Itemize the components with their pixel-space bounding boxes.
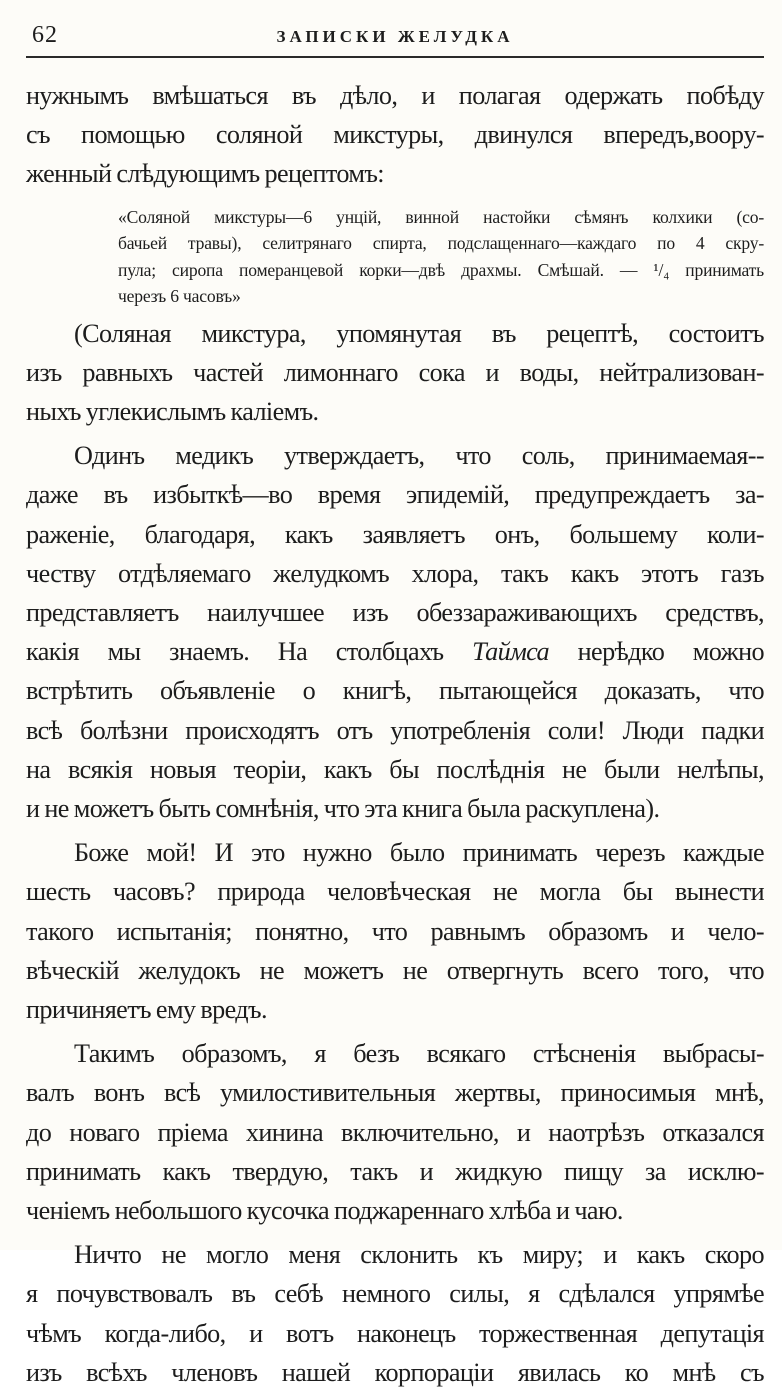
text-line: изъ всѣхъ членовъ нашей корпораціи явилась ко мнѣ съ — [26, 1357, 764, 1387]
times-title: Таймса — [472, 637, 550, 667]
text-line: съ помощью соляной микстуры, двинулся впередъ,вооpу- — [26, 120, 764, 150]
recipe-quote — [26, 204, 764, 310]
recipe-line: «Соляной микстуры—6 унцій, винной настойки сѣмянъ колхики (со- — [118, 206, 764, 227]
recipe-line: пула; сиропа померанцевой корки—двѣ драхмы. Смѣшай. — ¹/₄ принимать — [118, 259, 764, 280]
recipe-line: бачьей травы), селитрянаго спирта, подслащеннаго—каждаго по 4 скру- — [118, 233, 764, 254]
text-line: всѣ болѣзни происходятъ отъ употребленія соли! Люди падки — [26, 715, 764, 745]
text-line: женный слѣдующимъ рецептомъ: — [26, 159, 384, 189]
paragraph-medic — [26, 436, 764, 828]
paragraph-refusal — [26, 1034, 764, 1230]
text-line: представляетъ наилучшее изъ обеззараживающихъ средствъ, — [26, 598, 764, 628]
text-fragment: какія мы знаемъ. На столбцахъ — [26, 637, 444, 667]
text-line: раженіе, благодаря, какъ заявляетъ онъ, большему коли- — [26, 519, 764, 549]
text-line: такого испытанія; понятно, что равнымъ образомъ и чело- — [26, 916, 764, 946]
text-line-times — [26, 632, 764, 671]
recipe-line: черезъ 6 часовъ» — [118, 286, 241, 307]
text-line: честву отдѣляемаго желудкомъ хлора, такъ какъ этотъ газъ — [26, 558, 764, 588]
text-line: и не можетъ быть сомнѣнія, что эта книга была раскуплена). — [26, 794, 660, 824]
text-line: принимать какъ твердую, такъ и жидкую пищу за исклю- — [26, 1156, 764, 1186]
page-body — [26, 76, 764, 1392]
text-line: чѣмъ когда-либо, и вотъ наконецъ торжественная депутація — [26, 1318, 764, 1348]
text-line: даже въ избыткѣ—во время эпидемій, предупреждаетъ за- — [26, 480, 764, 510]
text-line: ныхъ углекислымъ каліемъ. — [26, 397, 319, 427]
paragraph-deputation — [26, 1235, 764, 1392]
text-line: на всякія новыя теоріи, какъ бы послѣднія не были нелѣпы, — [26, 754, 764, 784]
paragraph-continuation — [26, 76, 764, 194]
text-line: встрѣтить объявленіе о книгѣ, пытающейся доказать, что — [26, 676, 764, 706]
text-line: вѣческій желудокъ не можетъ не отвергнуть всего того, что — [26, 955, 764, 985]
paragraph-salt-mixture — [26, 314, 764, 432]
text-line: Одинъ медикъ утверждаетъ, что соль, принимаемая-- — [74, 441, 764, 471]
header-rule — [26, 56, 764, 58]
text-line: изъ равныхъ частей лимоннаго сока и воды, нейтрализован- — [26, 357, 764, 387]
running-title: ЗАПИСКИ ЖЕЛУДКА — [276, 27, 514, 46]
text-fragment: нерѣдко можно — [577, 637, 764, 667]
text-line: до новаго пріема хинина включительно, и наотрѣзъ отказался — [26, 1117, 764, 1147]
text-line: валъ вонъ всѣ умилостивительныя жертвы, приносимыя мнѣ, — [26, 1078, 764, 1108]
page-header — [26, 18, 764, 54]
text-line: Такимъ образомъ, я безъ всякаго стѣсненія выбрасы- — [74, 1039, 764, 1069]
page-number: 62 — [32, 22, 58, 48]
text-line: шесть часовъ? природа человѣческая не могла бы вынести — [26, 877, 764, 907]
text-line: я почувствовалъ въ себѣ немного силы, я сдѣлался упрямѣе — [26, 1279, 764, 1309]
text-line: причиняетъ ему вредъ. — [26, 995, 267, 1025]
paragraph-exclamation — [26, 833, 764, 1029]
text-line: Боже мой! И это нужно было принимать черезъ каждые — [74, 838, 764, 868]
text-line: (Соляная микстура, упомянутая въ рецептѣ, состоитъ — [74, 318, 764, 348]
text-line: ченіемъ небольшого кусочка поджареннаго хлѣба и чаю. — [26, 1196, 623, 1226]
text-line: нужнымъ вмѣшаться въ дѣло, и полагая одержать побѣду — [26, 81, 764, 110]
text-line: Ничто не могло меня склонить къ миру; и какъ скоро — [74, 1240, 764, 1270]
